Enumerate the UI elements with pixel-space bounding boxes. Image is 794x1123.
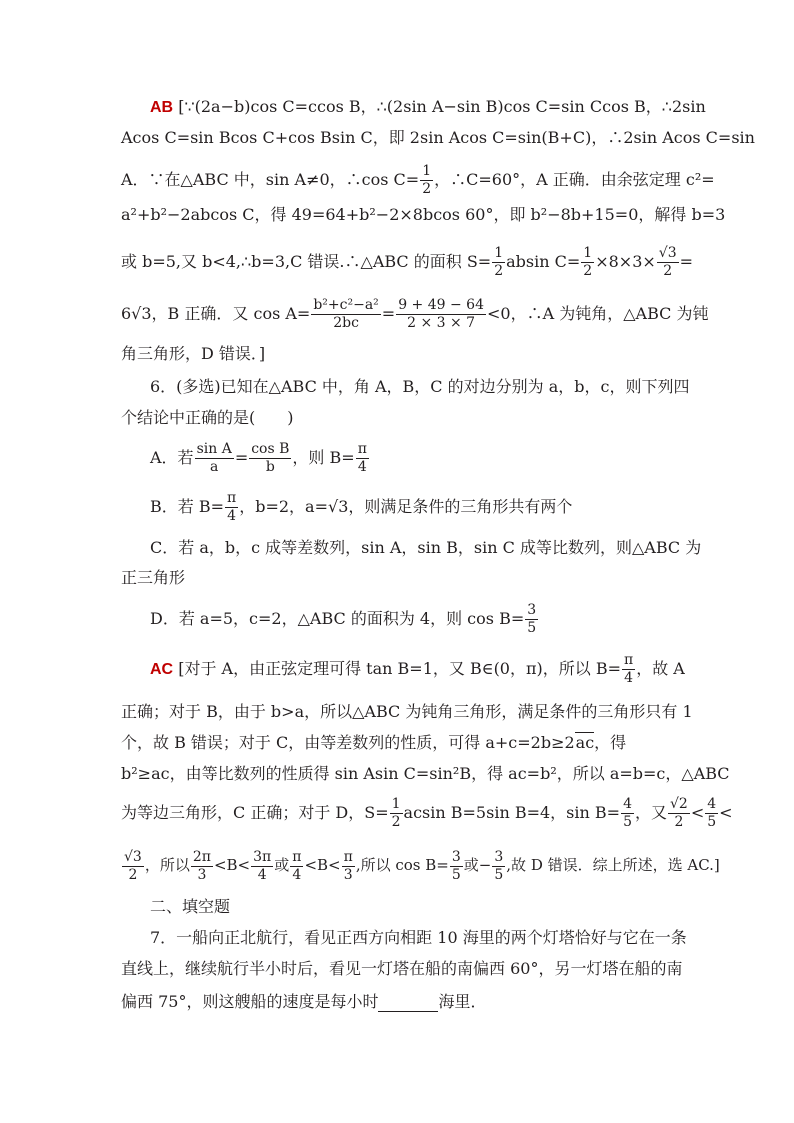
fraction: $\frac{\pi}{4}$ bbox=[292, 848, 302, 883]
fraction: $\frac{4}{5}$ bbox=[623, 796, 632, 830]
fraction: $\frac{\text{b²+c²−a²}}{2bc}$ bbox=[313, 297, 379, 331]
fraction: $\frac{1}{2}$ bbox=[422, 163, 432, 197]
q6-option-b: B．若 B= $\frac{\pi}{4}$ ，b=2，a=√3，则满足条件的三角形共有两个 bbox=[150, 490, 573, 524]
q6-answer-line-1: AC [对于 A，由正弦定理可得 tan B=1，又 B∈(0，π)，所以 B= $\frac{\pi}{4}$ ，故 A bbox=[150, 652, 685, 686]
fraction: $\frac{3\pi}{4}$ bbox=[253, 848, 272, 883]
q6-option-c-line-1: C．若 a，b，c 成等差数列，sin A，sin B，sin C 成等比数列，则△ABC 为 bbox=[150, 538, 702, 557]
q5-answer-line-4: a²+b²−2abcos C，得 49=64+b²−2×8bcos 60°，即 b²−8b+15=0，解得 b=3 bbox=[121, 205, 726, 224]
fraction: $\frac{\pi}{3}$ bbox=[343, 848, 353, 883]
q6-answer-line-3: 个，故 B 错误；对于 C，由等差数列的性质，可得 a+c=2b≥2ac，得 bbox=[121, 733, 627, 752]
fraction: $\frac{4}{5}$ bbox=[707, 796, 717, 830]
q6-stem-line-2: 个结论中正确的是( ) bbox=[121, 408, 294, 427]
fraction: $\frac{√3}{2}$ bbox=[124, 848, 142, 883]
fraction: $\frac{\pi}{4}$ bbox=[624, 652, 634, 686]
q6-answer-line-5: 为等边三角形，C 正确；对于 D，S= $\frac{1}{2}$ acsin B=5sin B=4，sin B= $\frac{4}{5}$ ，又 $\frac{√2}{2}$ < $\frac{4}{5}$ < bbox=[121, 796, 733, 830]
fraction: $\frac{\pi}{4}$ bbox=[227, 490, 237, 524]
q6-answer-line-4: b²≥ac，由等比数列的性质得 sin Asin C=sin²B，得 ac=b²，所以 a=b=c，△ABC bbox=[121, 764, 730, 783]
sqrt-ac: ac bbox=[575, 733, 595, 752]
q5-answer-line-3: A．∵在△ABC 中，sin A≠0，∴cos C= $\frac{1}{2}$ ，∴C=60°，A 正确．由余弦定理 c²= bbox=[121, 163, 715, 197]
answer-blank[interactable] bbox=[378, 995, 438, 1012]
fraction: $\frac{√3}{2}$ bbox=[658, 245, 677, 279]
q6-answer-line-6: $\frac{√3}{2}$ ，所以 $\frac{2\pi}{3}$ <B< $\frac{3\pi}{4}$ 或 $\frac{\pi}{4}$ <B< $\frac{\pi}{3}$ ,所以 cos B= $\frac{3}{5}$ 或− $\frac{3}{5}$ ,故 D 错误．综上所述，选 AC.] bbox=[124, 848, 720, 883]
q5-answer-line-6: 6√3，B 正确．又 cos A= $\frac{\text{b²+c²−a²}}{2bc}$ = $\frac{9 + 49 - 64}{2 \times 3 \times 7}$ <0，∴A 为钝角，△ABC 为钝 bbox=[121, 297, 709, 331]
fraction: $\frac{3}{5}$ bbox=[451, 848, 461, 883]
fraction: $\frac{\text{cos B}}{b}$ bbox=[251, 441, 290, 475]
fraction: $\frac{1}{2}$ bbox=[583, 245, 593, 279]
fraction: $\frac{9 + 49 - 64}{2 \times 3 \times 7}$ bbox=[398, 297, 485, 331]
q7-line-3: 偏西 75°，则这艘船的速度是每小时 海里． bbox=[121, 992, 487, 1011]
q5-answer-line-5: 或 b=5,又 b<4,∴b=3,C 错误.∴△ABC 的面积 S= $\frac{1}{2}$ absin C= $\frac{1}{2}$ ×8×3× $\frac{√3}{2}$ = bbox=[121, 245, 694, 279]
fraction: $\frac{2\pi}{3}$ bbox=[192, 848, 211, 883]
fraction: $\frac{√2}{2}$ bbox=[670, 796, 688, 830]
fraction: $\frac{\pi}{4}$ bbox=[357, 441, 367, 475]
q6-option-a: A．若 $\frac{\text{sin A}}{a}$ = $\frac{\text{cos B}}{b}$ ，则 B= $\frac{\pi}{4}$ bbox=[150, 441, 367, 475]
fraction: $\frac{3}{5}$ bbox=[527, 602, 537, 636]
answer-label: AB bbox=[150, 99, 174, 116]
fraction: $\frac{1}{2}$ bbox=[494, 245, 504, 279]
answer-label: AC bbox=[150, 661, 174, 678]
q6-answer-line-2: 正确；对于 B，由于 b>a，所以△ABC 为钝角三角形，满足条件的三角形只有 1 bbox=[121, 702, 693, 721]
q5-answer-line-1: AB [∵(2a−b)cos C=ccos B，∴(2sin A−sin B)cos C=sin Ccos B，∴2sin bbox=[150, 97, 706, 116]
section-title: 二、填空题 bbox=[150, 897, 231, 916]
q6-option-c-line-2: 正三角形 bbox=[121, 568, 186, 587]
q6-option-d: D．若 a=5，c=2，△ABC 的面积为 4，则 cos B= $\frac{3}{5}$ bbox=[150, 602, 537, 636]
q6-stem-line-1: 6．(多选)已知在△ABC 中，角 A，B，C 的对边分别为 a，b，c，则下列四 bbox=[150, 377, 690, 396]
q7-line-1: 7．一船向正北航行，看见正西方向相距 10 海里的两个灯塔恰好与它在一条 bbox=[150, 928, 687, 947]
fraction: $\frac{1}{2}$ bbox=[391, 796, 401, 830]
fraction: $\frac{3}{5}$ bbox=[494, 848, 504, 883]
fraction: $\frac{\text{sin A}}{a}$ bbox=[196, 441, 232, 475]
q7-line-2: 直线上，继续航行半小时后，看见一灯塔在船的南偏西 60°，另一灯塔在船的南 bbox=[121, 959, 683, 978]
q5-answer-line-2: Acos C=sin Bcos C+cos Bsin C，即 2sin Acos C=sin(B+C)，∴2sin Acos C=sin bbox=[121, 128, 755, 147]
q5-answer-line-7: 角三角形，D 错误．] bbox=[121, 344, 266, 363]
